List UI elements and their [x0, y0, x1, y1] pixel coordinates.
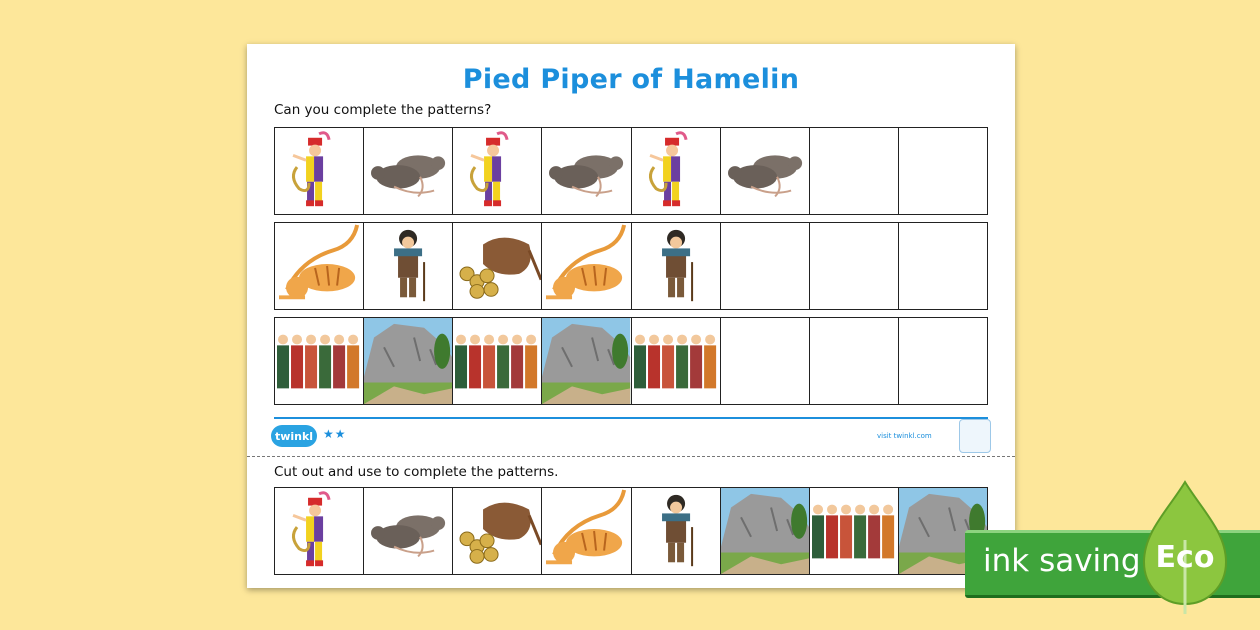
empty-cell	[721, 223, 810, 309]
empty-cell	[899, 128, 987, 214]
rats-picture	[721, 128, 810, 214]
piper-picture	[632, 128, 721, 214]
quality-badge-icon	[959, 419, 991, 453]
empty-cell	[810, 318, 899, 404]
townspeople-picture	[810, 488, 899, 574]
piper-picture	[453, 128, 542, 214]
empty-cell	[810, 223, 899, 309]
cat-picture	[275, 223, 364, 309]
mountain-picture	[364, 318, 453, 404]
bag-of-coins-picture	[453, 223, 542, 309]
visit-link: visit twinkl.com	[877, 432, 932, 440]
pattern-row-3	[274, 317, 988, 405]
boy-picture	[364, 223, 453, 309]
empty-cell	[721, 318, 810, 404]
townspeople-picture	[453, 318, 542, 404]
cut-line	[247, 456, 1015, 457]
mountain-picture	[721, 488, 810, 574]
rating-stars: ★★	[323, 427, 347, 441]
cutout-row	[274, 487, 988, 575]
instruction-top: Can you complete the patterns?	[274, 102, 492, 118]
worksheet	[247, 44, 1015, 588]
cat-picture	[542, 488, 631, 574]
mountain-picture	[542, 318, 631, 404]
eco-badge-label: Eco	[1155, 540, 1215, 575]
boy-picture	[632, 488, 721, 574]
empty-cell	[899, 318, 987, 404]
boy-picture	[632, 223, 721, 309]
rats-picture	[364, 488, 453, 574]
pattern-row-2	[274, 222, 988, 310]
townspeople-picture	[275, 318, 364, 404]
rats-picture	[364, 128, 453, 214]
footer-divider	[274, 417, 988, 419]
worksheet-title: Pied Piper of Hamelin	[462, 64, 800, 95]
empty-cell	[899, 223, 987, 309]
piper-picture	[275, 488, 364, 574]
ink-saving-label: ink saving	[983, 543, 1141, 579]
twinkl-logo: twinkl	[271, 425, 317, 447]
pattern-row-1	[274, 127, 988, 215]
bag-of-coins-picture	[453, 488, 542, 574]
piper-picture	[275, 128, 364, 214]
instruction-bottom: Cut out and use to complete the patterns.	[274, 464, 559, 480]
cat-picture	[542, 223, 631, 309]
empty-cell	[810, 128, 899, 214]
townspeople-picture	[632, 318, 721, 404]
rats-picture	[542, 128, 631, 214]
